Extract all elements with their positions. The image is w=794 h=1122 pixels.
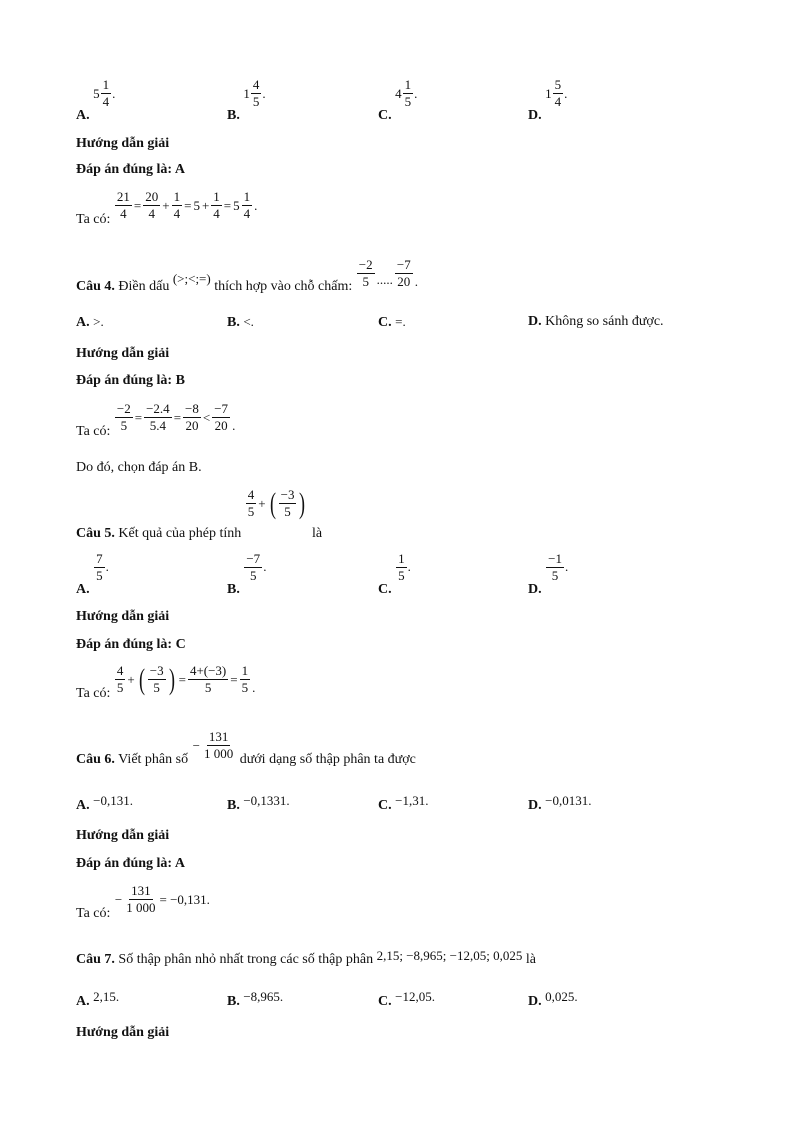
q6-answer: Đáp án đúng là: A	[76, 856, 185, 871]
fraction: 4 5	[252, 77, 260, 110]
q5-question: Câu 5. Kết quả của phép tính 4 5 + ( −3 5 ) là	[76, 486, 323, 542]
q7-question: Câu 7. Số thập phân nhỏ nhất trong các số thập phân 2,15; −8,965; −12,05; 0,025 là	[76, 948, 536, 967]
q6-guide-heading: Hướng dẫn giải	[76, 828, 170, 843]
q7-option-d[interactable]: D. 0,025.	[528, 989, 578, 1009]
fraction: 1 5	[404, 77, 412, 110]
q4-guide-heading: Hướng dẫn giải	[76, 346, 170, 361]
q4-option-d[interactable]: D. Không so sánh được.	[528, 314, 664, 329]
q6-option-b[interactable]: B. −0,1331.	[227, 793, 290, 813]
fraction: 1 4	[102, 77, 110, 110]
q6-solution: Ta có: − $\frac{131}{1 000}$ = −0,131.	[76, 883, 210, 922]
q6-question: Câu 6. Viết phân số − $\frac{131}{1 000}$ dưới dạng số thập phân ta được	[76, 729, 416, 768]
q3-solution: Ta có: $\frac{21}{4}$ = $\frac{20}{4}$ + $\frac{1}{4}$ = 5 + $\frac{1}{4}$ = 5 1 4 .	[76, 189, 258, 228]
q6-option-d[interactable]: D. −0,0131.	[528, 793, 592, 813]
q5-option-d[interactable]: D. $\frac{-1}{5}$ .	[528, 551, 569, 598]
q4-conclusion: Do đó, chọn đáp án B.	[76, 460, 202, 475]
q5-option-c[interactable]: C. $\frac{1}{5}$ .	[378, 551, 411, 598]
q6-option-c[interactable]: C. −1,31.	[378, 793, 429, 813]
q4-question: Câu 4. Điền dấu (>;<;=) thích hợp vào chỗ chấm: −2 5 ..... −7 20 .	[76, 257, 418, 295]
q3-option-c[interactable]: C. 4 1 5 .	[378, 77, 418, 124]
fraction: 5 4	[554, 77, 562, 110]
q5-guide-heading: Hướng dẫn giải	[76, 609, 170, 624]
q7-option-a[interactable]: A. 2,15.	[76, 989, 120, 1009]
q4-option-c[interactable]: C. =.	[378, 314, 406, 330]
q7-option-b[interactable]: B. −8,965.	[227, 989, 284, 1009]
q4-option-a[interactable]: A. >.	[76, 314, 104, 330]
q5-option-b[interactable]: B. $\frac{-7}{5}$ .	[227, 551, 267, 598]
q5-answer: Đáp án đúng là: C	[76, 637, 186, 652]
q4-solution: Ta có: $\frac{-2}{5}$ = $\frac{-2.4}{5.4}$ = $\frac{-8}{20}$ < −7 20 .	[76, 401, 236, 440]
q4-answer: Đáp án đúng là: B	[76, 373, 185, 388]
q5-solution: Ta có: 4 5 + ( −3 5 ) = $\frac{4+(-3)}{5}$ = $\frac{1}{5}$ .	[76, 662, 256, 702]
q7-option-c[interactable]: C. −12,05.	[378, 989, 435, 1009]
q3-option-d[interactable]: D. 1 5 4 .	[528, 77, 568, 124]
q7-guide-heading: Hướng dẫn giải	[76, 1025, 170, 1040]
q5-option-a[interactable]: A. $\frac{7}{5}$ .	[76, 551, 109, 598]
q3-option-b[interactable]: B. 1 4 5 .	[227, 77, 266, 124]
q3-guide-heading: Hướng dẫn giải	[76, 136, 170, 151]
q3-option-a[interactable]: A. 5 1 4 .	[76, 77, 116, 124]
q4-option-b[interactable]: B. <.	[227, 314, 254, 330]
q6-option-a[interactable]: A. −0,131.	[76, 793, 133, 813]
q3-answer: Đáp án đúng là: A	[76, 162, 185, 177]
